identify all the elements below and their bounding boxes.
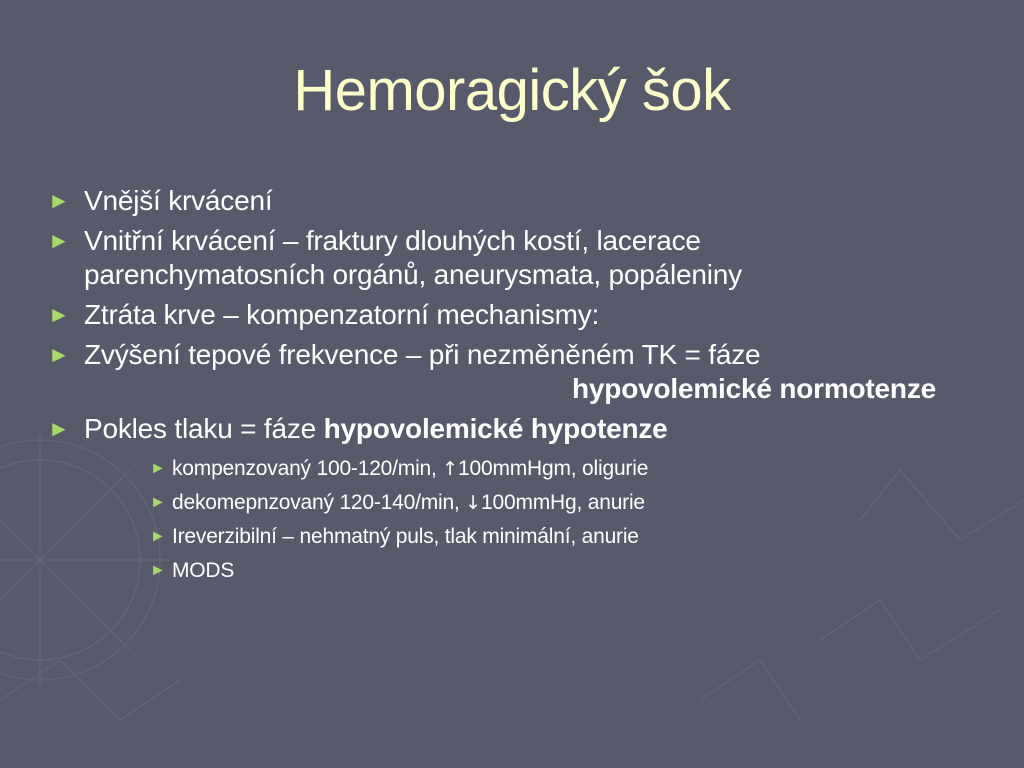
- bullet-text: Pokles tlaku = fáze: [84, 413, 324, 444]
- triangle-right-icon: ►: [48, 228, 70, 253]
- bullet-text: Ztráta krve – kompenzatorní mechanismy:: [84, 299, 600, 330]
- arrow-up-icon: ↑: [442, 458, 459, 480]
- triangle-right-icon: ►: [48, 342, 70, 367]
- sub-bullet-text: kompenzovaný 100-120/min,: [172, 457, 443, 480]
- bullet-item-2: [44, 224, 944, 292]
- bullet-bold-text: hypovolemické normotenze: [572, 373, 936, 404]
- sub-bullet-text: dekomepnzovaný 120-140/min,: [172, 491, 466, 514]
- sub-bullet-item-3: [148, 520, 944, 554]
- sub-bullet-text: Ireverzibilní – nehmatný puls, tlak minimální, anurie: [172, 525, 639, 548]
- triangle-right-icon: ►: [48, 188, 70, 213]
- sub-bullet-item-2: [148, 486, 944, 520]
- bullet-item-3: [44, 298, 944, 332]
- triangle-right-icon: ►: [150, 562, 166, 579]
- bullet-text-line2: parenchymatosních orgánů, aneurysmata, popáleniny: [84, 259, 742, 290]
- bullet-list: [44, 184, 944, 588]
- triangle-right-icon: ►: [150, 528, 166, 545]
- triangle-right-icon: ►: [150, 460, 166, 477]
- bullet-text: Vnější krvácení: [84, 185, 273, 216]
- sub-bullet-text-post: 100mmHgm, oligurie: [458, 457, 649, 480]
- sub-bullet-list: [148, 452, 944, 588]
- bullet-item-1: [44, 184, 944, 218]
- sub-bullet-item-4: [148, 554, 944, 588]
- bullet-item-4: [44, 338, 944, 406]
- triangle-right-icon: ►: [48, 416, 70, 441]
- bullet-bold-text: hypovolemické hypotenze: [323, 413, 668, 444]
- sub-bullet-item-1: [148, 452, 944, 486]
- bullet-text-line1: Vnitřní krvácení – fraktury dlouhých kostí, lacerace: [84, 225, 701, 256]
- sub-bullet-text-post: 100mmHg, anurie: [481, 491, 645, 514]
- triangle-right-icon: ►: [48, 302, 70, 327]
- bullet-text-line1: Zvýšení tepové frekvence – při nezměněném TK = fáze: [84, 339, 761, 370]
- sub-bullet-text: MODS: [172, 559, 235, 582]
- arrow-down-icon: ↓: [465, 492, 481, 514]
- slide-title: Hemoragický šok: [293, 58, 731, 123]
- bullet-item-5: [44, 412, 944, 446]
- triangle-right-icon: ►: [150, 494, 166, 511]
